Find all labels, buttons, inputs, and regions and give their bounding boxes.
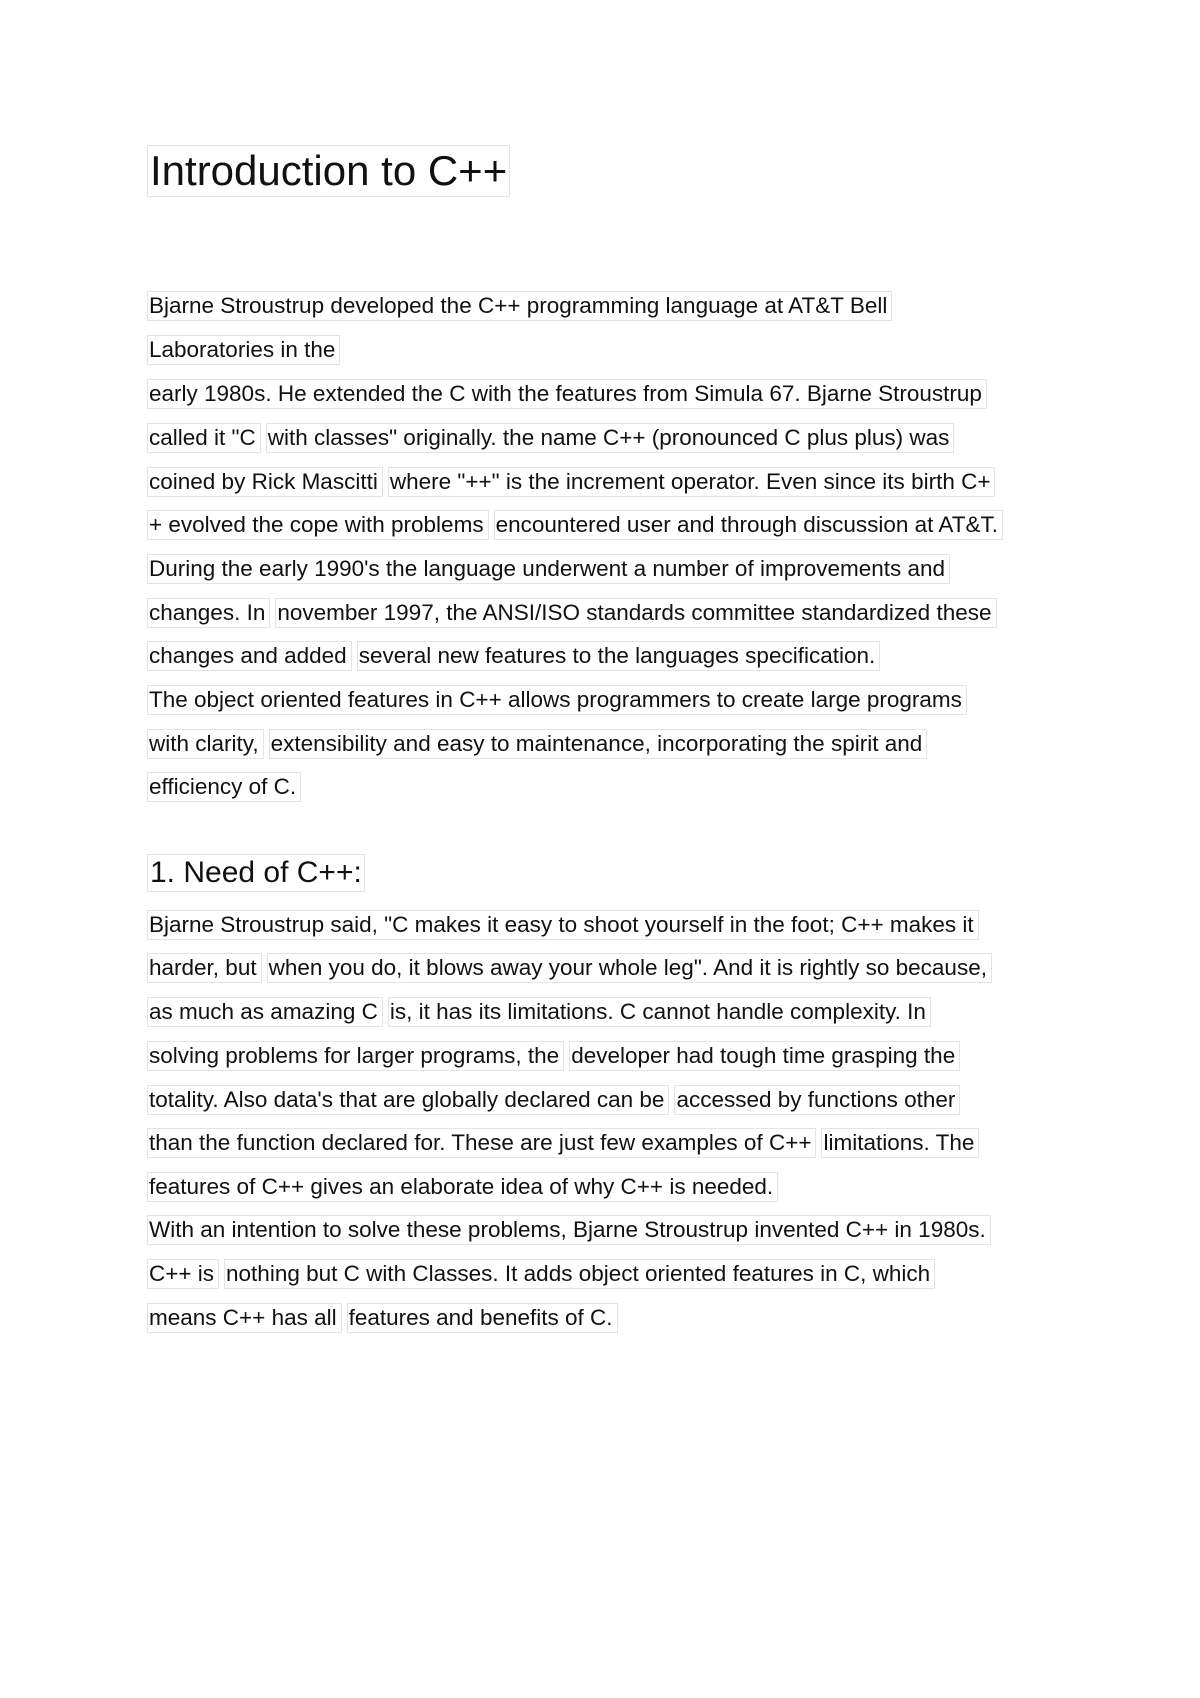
text-line bbox=[147, 997, 931, 1027]
text-chunk: changes. In bbox=[147, 598, 270, 628]
text-chunk: limitations. The bbox=[821, 1128, 979, 1158]
title-text: Introduction to C++ bbox=[147, 145, 510, 197]
text-line bbox=[147, 1215, 991, 1245]
text-chunk: The object oriented features in C++ allows programmers to create large programs bbox=[147, 685, 967, 715]
text-line bbox=[147, 423, 954, 453]
text-line bbox=[147, 729, 927, 759]
text-chunk: Bjarne Stroustrup developed the C++ programming language at AT&T Bell bbox=[147, 291, 892, 321]
text-line bbox=[147, 1128, 979, 1158]
text-chunk: encountered user and through discussion at AT&T. bbox=[494, 510, 1003, 540]
text-chunk: Bjarne Stroustrup said, "C makes it easy to shoot yourself in the foot; C++ makes it bbox=[147, 910, 979, 940]
text-chunk: november 1997, the ANSI/ISO standards committee standardized these bbox=[275, 598, 996, 628]
text-chunk: totality. Also data's that are globally declared can be bbox=[147, 1085, 669, 1115]
text-chunk: Laboratories in the bbox=[147, 335, 340, 365]
text-chunk: means C++ has all bbox=[147, 1303, 342, 1333]
text-chunk: features of C++ gives an elaborate idea of why C++ is needed. bbox=[147, 1172, 778, 1202]
text-line bbox=[147, 772, 301, 802]
text-line bbox=[147, 598, 997, 628]
text-chunk: as much as amazing C bbox=[147, 997, 383, 1027]
text-chunk: with clarity, bbox=[147, 729, 264, 759]
text-line bbox=[147, 379, 987, 409]
text-line bbox=[147, 291, 892, 321]
text-chunk: harder, but bbox=[147, 953, 262, 983]
text-line bbox=[147, 910, 979, 940]
text-line bbox=[147, 641, 880, 671]
text-line bbox=[147, 467, 995, 497]
text-line bbox=[147, 953, 992, 983]
text-chunk: During the early 1990's the language underwent a number of improvements and bbox=[147, 554, 950, 584]
text-chunk: efficiency of C. bbox=[147, 772, 301, 802]
text-line bbox=[147, 1172, 778, 1202]
text-chunk: developer had tough time grasping the bbox=[569, 1041, 960, 1071]
document-title bbox=[147, 145, 510, 197]
text-chunk: + evolved the cope with problems bbox=[147, 510, 489, 540]
text-line bbox=[147, 1303, 618, 1333]
text-line bbox=[147, 1041, 960, 1071]
text-chunk: extensibility and easy to maintenance, incorporating the spirit and bbox=[269, 729, 928, 759]
text-chunk: early 1980s. He extended the C with the features from Simula 67. Bjarne Stroustrup bbox=[147, 379, 987, 409]
text-line bbox=[147, 335, 340, 365]
text-chunk: features and benefits of C. bbox=[347, 1303, 618, 1333]
text-chunk: nothing but C with Classes. It adds object oriented features in C, which bbox=[224, 1259, 935, 1289]
text-line bbox=[147, 685, 967, 715]
text-line bbox=[147, 554, 950, 584]
text-chunk: where "++" is the increment operator. Even since its birth C+ bbox=[388, 467, 996, 497]
text-chunk: coined by Rick Mascitti bbox=[147, 467, 383, 497]
text-line bbox=[147, 1259, 935, 1289]
text-chunk: changes and added bbox=[147, 641, 352, 671]
text-chunk: With an intention to solve these problems, Bjarne Stroustrup invented C++ in 1980s. bbox=[147, 1215, 991, 1245]
text-line bbox=[147, 510, 1003, 540]
text-chunk: C++ is bbox=[147, 1259, 219, 1289]
text-chunk: is, it has its limitations. C cannot handle complexity. In bbox=[388, 997, 931, 1027]
text-chunk: than the function declared for. These are just few examples of C++ bbox=[147, 1128, 816, 1158]
section-heading bbox=[147, 854, 365, 892]
section-heading-text: 1. Need of C++: bbox=[147, 854, 365, 892]
text-chunk: accessed by functions other bbox=[674, 1085, 960, 1115]
text-chunk: when you do, it blows away your whole leg". And it is rightly so because, bbox=[267, 953, 992, 983]
text-chunk: called it "C bbox=[147, 423, 261, 453]
text-chunk: several new features to the languages specification. bbox=[357, 641, 881, 671]
text-chunk: with classes" originally. the name C++ (pronounced C plus plus) was bbox=[266, 423, 955, 453]
text-chunk: solving problems for larger programs, the bbox=[147, 1041, 564, 1071]
text-line bbox=[147, 1085, 960, 1115]
